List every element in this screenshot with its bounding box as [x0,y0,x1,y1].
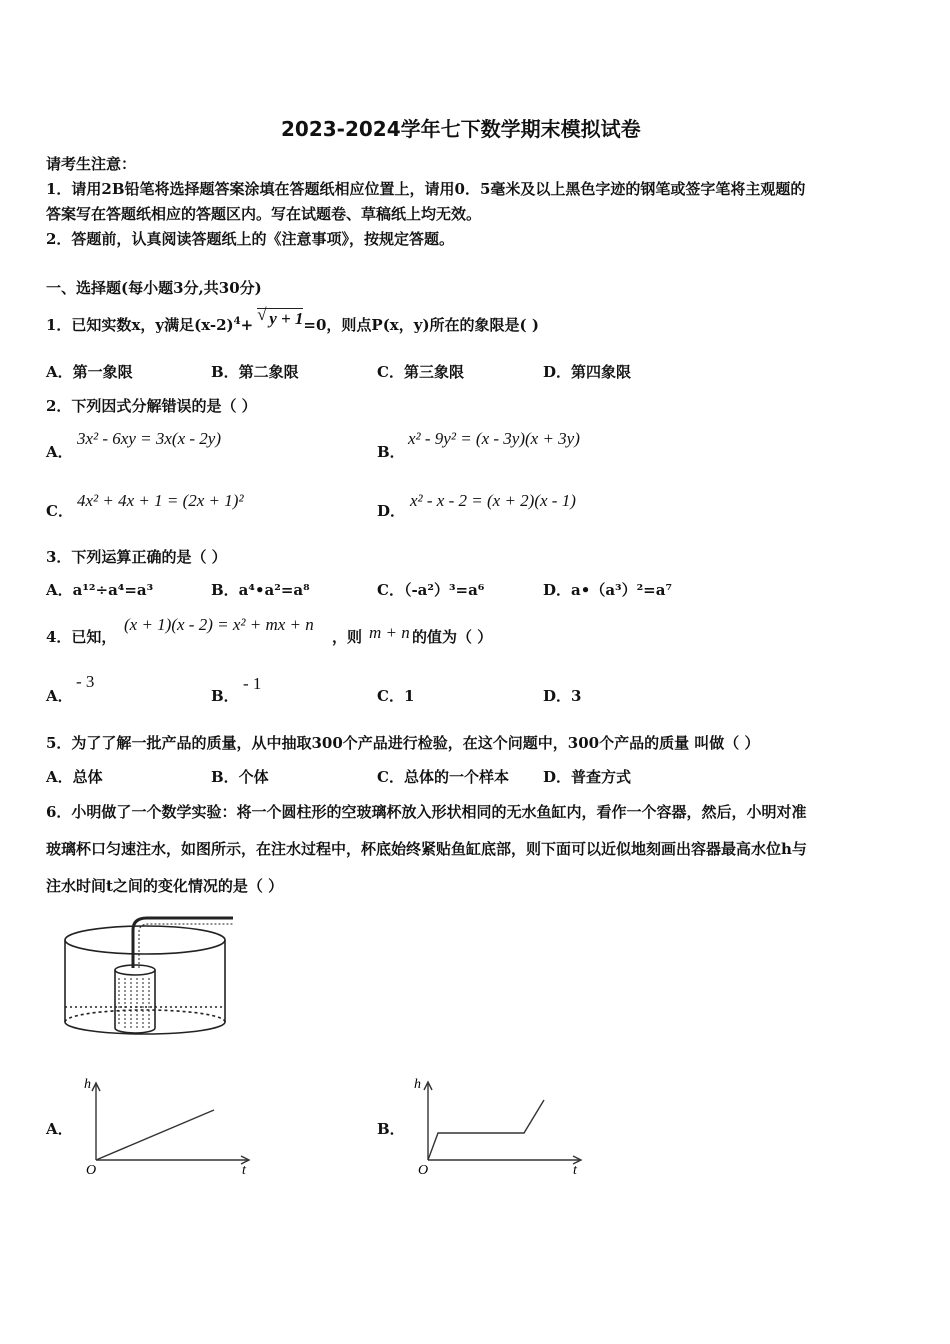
q3-option-a[interactable]: A．a¹²÷a⁴=a³ [46,581,154,599]
q4-mid: ，则 [332,628,363,646]
q2-option-d-label[interactable]: D． [377,502,406,520]
q2-option-a-expr[interactable]: 3x² - 6xy = 3x(x - 2y) [77,429,221,448]
q5-option-d[interactable]: D．普查方式 [543,768,632,786]
graph-line [96,1110,214,1160]
q2-option-b-expr[interactable]: x² - 9y² = (x - 3y)(x + 3y) [408,429,580,448]
q2-option-c-label[interactable]: C． [46,502,73,520]
cup-rim [115,965,155,975]
q4-option-b-value[interactable]: - 1 [243,674,262,693]
q4-post: 的值为（ ） [412,628,493,646]
axis-label-h: h [84,1077,91,1092]
q6-line-2: 玻璃杯口匀速注水，如图所示，在注水过程中，杯底始终紧贴鱼缸底部，则下面可以近似地刻画出容器最高水位h与 [46,840,807,858]
q3-option-d[interactable]: D．a•（a³）²=a⁷ [543,581,673,599]
axis-label-o: O [418,1163,429,1178]
q3-option-b[interactable]: B．a⁴•a²=a⁸ [211,581,310,599]
q4-mn: m + n [369,623,410,642]
notice-line-1b: 答案写在答题纸相应的答题区内。写在试题卷、草稿纸上均无效。 [46,205,482,223]
q5-stem: 5．为了了解一批产品的质量，从中抽取300个产品进行检验，在这个问题中，300个产品的质量 叫做（ ） [46,734,760,752]
q6-line-1: 6．小明做了一个数学实验：将一个圆柱形的空玻璃杯放入形状相同的无水鱼缸内，看作一个容器，然后，小明对准 [46,803,807,821]
q1-plus: + [240,316,254,334]
q1-post: =0，则点P(x，y)所在的象限是( ) [303,316,539,334]
q1-option-c[interactable]: C．第三象限 [377,363,464,381]
cup-bottom [115,1028,155,1033]
q6-option-b-label[interactable]: B． [377,1120,405,1138]
notice-line-1a: 1．请用2B铅笔将选择题答案涂填在答题纸相应位置上，请用0．5毫米及以上黑色字迹的钢笔或签字笔将主观题的 [46,180,806,198]
radical-sign-icon: √ [257,305,267,324]
q6-option-a-label[interactable]: A． [46,1120,73,1138]
q6-line-3: 注水时间t之间的变化情况的是（ ） [46,877,284,895]
axis-label-h: h [414,1077,421,1092]
tank-top-rim [65,926,225,954]
axis-label-t: t [573,1163,577,1178]
q3-stem: 3．下列运算正确的是（ ） [46,548,227,566]
q2-option-a-label[interactable]: A． [46,443,73,461]
q1-option-d[interactable]: D．第四象限 [543,363,632,381]
q2-option-d-expr[interactable]: x² - x - 2 = (x + 2)(x - 1) [410,491,576,510]
q1-option-b[interactable]: B．第二象限 [211,363,299,381]
notice-line-2: 2．答题前，认真阅读答题纸上的《注意事项》，按规定答题。 [46,230,454,248]
q1-pre: 1．已知实数x，y满足(x-2) [46,316,234,334]
q2-stem: 2．下列因式分解错误的是（ ） [46,397,257,415]
q2-option-c-expr[interactable]: 4x² + 4x + 1 = (2x + 1)² [77,491,244,510]
graph-line [428,1100,544,1160]
q6-option-a-graph[interactable] [86,1075,256,1180]
section-heading: 一、选择题(每小题3分,共30分) [46,279,262,297]
fish-tank-figure [55,910,245,1040]
q1-stem [46,305,539,335]
page-title: 2023-2024学年七下数学期末模拟试卷 [281,117,641,141]
q1-radical [257,305,304,329]
q4-option-b-label[interactable]: B． [211,687,239,705]
axis-label-t: t [242,1163,246,1178]
q4-option-a-label[interactable]: A． [46,687,73,705]
notice-heading: 请考生注意： [46,155,137,173]
axis-label-o: O [86,1163,97,1178]
q1-radicand: y + 1 [269,309,304,328]
q4-expr: (x + 1)(x - 2) = x² + mx + n [124,615,314,634]
q5-option-b[interactable]: B．个体 [211,768,269,786]
q1-option-a[interactable]: A．第一象限 [46,363,133,381]
q4-option-d[interactable]: D．3 [543,687,582,705]
q2-option-b-label[interactable]: B． [377,443,405,461]
q4-option-a-value[interactable]: - 3 [76,672,95,691]
q6-option-b-graph[interactable] [414,1072,588,1180]
q4-pre: 4．已知， [46,628,117,646]
q5-option-c[interactable]: C．总体的一个样本 [377,768,509,786]
q5-option-a[interactable]: A．总体 [46,768,103,786]
q4-option-c[interactable]: C．1 [377,687,415,705]
q1-exp: 4 [233,316,241,327]
tank-bottom-back [65,1010,225,1022]
q3-option-c[interactable]: C．（-a²）³=a⁶ [377,581,485,599]
